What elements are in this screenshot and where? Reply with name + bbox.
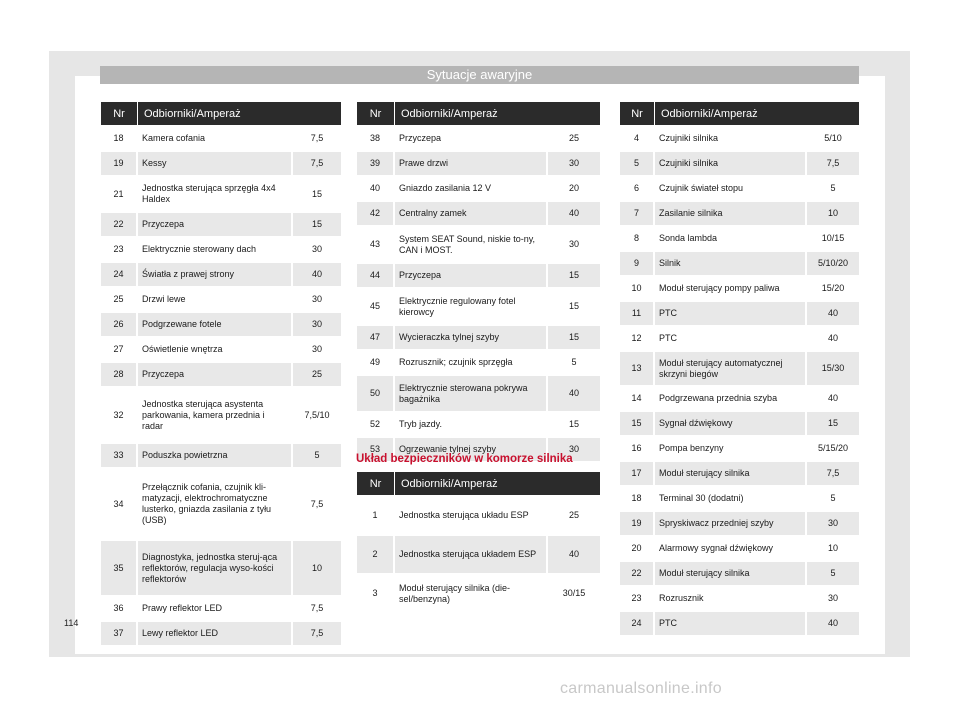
page-title: Sytuacje awaryjne: [100, 66, 859, 84]
fuse-number: 2: [357, 534, 395, 573]
fuse-amperage: 30: [293, 311, 341, 336]
fuse-table-left: [101, 102, 341, 645]
fuse-number: 9: [620, 250, 655, 275]
table-row: [101, 175, 341, 211]
table-row: [357, 125, 600, 150]
fuse-number: 17: [620, 460, 655, 485]
fuse-number: 4: [620, 125, 655, 150]
table-row: [357, 374, 600, 411]
fuse-number: 10: [620, 275, 655, 300]
table-row: [357, 573, 600, 612]
fuse-amperage: 15: [807, 410, 859, 435]
fuse-description: Światła z prawej strony: [138, 261, 293, 286]
fuse-number: 23: [101, 236, 138, 261]
fuse-amperage: 15: [293, 175, 341, 211]
fuse-description: Ogrzewanie tylnej szyby: [395, 436, 548, 461]
column-header-nr: Nr: [620, 102, 655, 125]
fuse-description: Oświetlenie wnętrza: [138, 336, 293, 361]
fuse-description: Prawy reflektor LED: [138, 595, 293, 620]
fuse-description: Jednostka sterująca sprzęgła 4x4 Haldex: [138, 175, 293, 211]
fuse-description: Przyczepa: [138, 211, 293, 236]
table-row: [620, 510, 859, 535]
table-row: [620, 560, 859, 585]
table-row: [101, 361, 341, 386]
fuse-description: Czujniki silnika: [655, 125, 807, 150]
table-row: [357, 287, 600, 324]
watermark: carmanualsonline.info: [560, 680, 722, 697]
fuse-description: Elektrycznie regulowany fotel kierowcy: [395, 287, 548, 324]
table-row: [101, 286, 341, 311]
fuse-description: Podgrzewane fotele: [138, 311, 293, 336]
table-row: [101, 595, 341, 620]
fuse-description: Sonda lambda: [655, 225, 807, 250]
fuse-number: 32: [101, 386, 138, 442]
fuse-amperage: 40: [293, 261, 341, 286]
fuse-number: 21: [101, 175, 138, 211]
fuse-description: Lewy reflektor LED: [138, 620, 293, 645]
fuse-number: 39: [357, 150, 395, 175]
table-row: [101, 311, 341, 336]
fuse-number: 50: [357, 374, 395, 411]
fuse-number: 20: [620, 535, 655, 560]
table-row: [357, 495, 600, 534]
fuse-number: 12: [620, 325, 655, 350]
fuse-description: Czujnik świateł stopu: [655, 175, 807, 200]
fuse-amperage: 25: [548, 495, 600, 534]
table-row: [101, 336, 341, 361]
fuse-description: System SEAT Sound, niskie to-ny, CAN i MOST.: [395, 225, 548, 262]
fuse-description: Przełącznik cofania, czujnik kli-matyzacji, elektrochromatyczne lusterko, gniazda zasilania z tyłu (USB): [138, 467, 293, 539]
fuse-amperage: 30/15: [548, 573, 600, 612]
table-row: [101, 386, 341, 442]
column-header-nr: Nr: [101, 102, 138, 125]
fuse-number: 16: [620, 435, 655, 460]
fuse-number: 22: [620, 560, 655, 585]
table-row: [101, 261, 341, 286]
fuse-amperage: 40: [548, 534, 600, 573]
fuse-number: 26: [101, 311, 138, 336]
fuse-description: Jednostka sterująca układu ESP: [395, 495, 548, 534]
fuse-amperage: 15: [548, 324, 600, 349]
table-row: [357, 324, 600, 349]
fuse-amperage: 30: [293, 286, 341, 311]
table-row: [620, 200, 859, 225]
fuse-description: Drzwi lewe: [138, 286, 293, 311]
fuse-description: PTC: [655, 325, 807, 350]
fuse-amperage: 7,5: [293, 467, 341, 539]
page-number: 114: [64, 618, 79, 628]
fuse-number: 25: [101, 286, 138, 311]
fuse-number: 1: [357, 495, 395, 534]
fuse-table-engine: [357, 472, 600, 612]
fuse-amperage: 25: [548, 125, 600, 150]
fuse-number: 11: [620, 300, 655, 325]
table-row: [620, 325, 859, 350]
table-row: [620, 175, 859, 200]
fuse-amperage: 30: [548, 225, 600, 262]
fuse-amperage: 15: [548, 287, 600, 324]
fuse-number: 27: [101, 336, 138, 361]
fuse-description: Moduł sterujący silnika (die-sel/benzyna): [395, 573, 548, 612]
fuse-number: 28: [101, 361, 138, 386]
fuse-amperage: 5/10/20: [807, 250, 859, 275]
table-row: [620, 485, 859, 510]
fuse-number: 8: [620, 225, 655, 250]
table-row: [620, 125, 859, 150]
table-row: [620, 435, 859, 460]
fuse-number: 24: [620, 610, 655, 635]
fuse-amperage: 25: [293, 361, 341, 386]
table-row: [357, 534, 600, 573]
fuse-number: 52: [357, 411, 395, 436]
fuse-description: Moduł sterujący silnika: [655, 560, 807, 585]
fuse-description: Terminal 30 (dodatni): [655, 485, 807, 510]
table-row: [101, 467, 341, 539]
fuse-amperage: 10: [807, 200, 859, 225]
table-row: [620, 385, 859, 410]
fuse-amperage: 15: [293, 211, 341, 236]
table-row: [357, 262, 600, 287]
fuse-amperage: 40: [807, 610, 859, 635]
table-row: [357, 411, 600, 436]
fuse-description: Moduł sterujący silnika: [655, 460, 807, 485]
table-row: [620, 460, 859, 485]
table-row: [357, 150, 600, 175]
fuse-amperage: 15: [548, 262, 600, 287]
fuse-amperage: 30: [548, 436, 600, 461]
fuse-description: Wycieraczka tylnej szyby: [395, 324, 548, 349]
fuse-number: 34: [101, 467, 138, 539]
fuse-table-right: [620, 102, 859, 635]
fuse-description: Elektrycznie sterowana pokrywa bagażnika: [395, 374, 548, 411]
fuse-amperage: 40: [807, 385, 859, 410]
column-header-nr: Nr: [357, 102, 395, 125]
fuse-number: 7: [620, 200, 655, 225]
fuse-amperage: 40: [807, 325, 859, 350]
table-row: [357, 200, 600, 225]
column-header-nr: Nr: [357, 472, 395, 495]
fuse-number: 18: [620, 485, 655, 510]
fuse-number: 35: [101, 539, 138, 595]
fuse-description: Moduł sterujący automatycznej skrzyni biegów: [655, 350, 807, 385]
fuse-amperage: 20: [548, 175, 600, 200]
fuse-number: 33: [101, 442, 138, 467]
fuse-amperage: 7,5: [293, 150, 341, 175]
fuse-number: 45: [357, 287, 395, 324]
fuse-number: 49: [357, 349, 395, 374]
table-row: [357, 349, 600, 374]
fuse-description: Pompa benzyny: [655, 435, 807, 460]
fuse-number: 40: [357, 175, 395, 200]
fuse-number: 47: [357, 324, 395, 349]
fuse-amperage: 5: [807, 175, 859, 200]
fuse-description: Przyczepa: [395, 262, 548, 287]
fuse-number: 13: [620, 350, 655, 385]
table-row: [620, 275, 859, 300]
fuse-amperage: 5: [293, 442, 341, 467]
fuse-description: Przyczepa: [138, 361, 293, 386]
fuse-description: Podgrzewana przednia szyba: [655, 385, 807, 410]
fuse-amperage: 15/30: [807, 350, 859, 385]
table-row: [620, 610, 859, 635]
fuse-description: Tryb jazdy.: [395, 411, 548, 436]
fuse-description: Jednostka sterująca asystenta parkowania, kamera przednia i radar: [138, 386, 293, 442]
fuse-number: 37: [101, 620, 138, 645]
fuse-amperage: 7,5: [293, 595, 341, 620]
fuse-amperage: 10: [293, 539, 341, 595]
fuse-number: 22: [101, 211, 138, 236]
table-row: [357, 225, 600, 262]
fuse-number: 15: [620, 410, 655, 435]
table-row: [620, 300, 859, 325]
fuse-number: 3: [357, 573, 395, 612]
fuse-description: Rozrusznik; czujnik sprzęgła: [395, 349, 548, 374]
fuse-number: 42: [357, 200, 395, 225]
fuse-number: 53: [357, 436, 395, 461]
table-row: [101, 620, 341, 645]
fuse-description: Jednostka sterująca układem ESP: [395, 534, 548, 573]
fuse-amperage: 30: [807, 585, 859, 610]
fuse-amperage: 5/10: [807, 125, 859, 150]
fuse-amperage: 30: [293, 336, 341, 361]
fuse-amperage: 7,5: [807, 460, 859, 485]
table-row: [620, 585, 859, 610]
column-header-receiver: Odbiorniki/Amperaż: [395, 472, 600, 495]
fuse-description: Prawe drzwi: [395, 150, 548, 175]
fuse-description: PTC: [655, 300, 807, 325]
table-row: [101, 236, 341, 261]
fuse-amperage: 5/15/20: [807, 435, 859, 460]
fuse-description: Czujniki silnika: [655, 150, 807, 175]
fuse-number: 19: [620, 510, 655, 535]
fuse-amperage: 30: [548, 150, 600, 175]
fuse-amperage: 5: [807, 485, 859, 510]
fuse-description: Silnik: [655, 250, 807, 275]
column-header-receiver: Odbiorniki/Amperaż: [138, 102, 341, 125]
fuse-amperage: 40: [548, 200, 600, 225]
engine-fuse-section-title: Układ bezpieczników w komorze silnika: [356, 453, 573, 465]
fuse-amperage: 15: [548, 411, 600, 436]
table-row: [101, 539, 341, 595]
table-row: [357, 175, 600, 200]
fuse-description: Moduł sterujący pompy paliwa: [655, 275, 807, 300]
fuse-number: 36: [101, 595, 138, 620]
fuse-amperage: 30: [807, 510, 859, 535]
fuse-number: 44: [357, 262, 395, 287]
fuse-description: Spryskiwacz przedniej szyby: [655, 510, 807, 535]
fuse-amperage: 30: [293, 236, 341, 261]
fuse-number: 5: [620, 150, 655, 175]
fuse-description: Centralny zamek: [395, 200, 548, 225]
fuse-description: Zasilanie silnika: [655, 200, 807, 225]
fuse-number: 6: [620, 175, 655, 200]
fuse-number: 23: [620, 585, 655, 610]
table-row: [620, 225, 859, 250]
fuse-description: Poduszka powietrzna: [138, 442, 293, 467]
fuse-amperage: 5: [807, 560, 859, 585]
fuse-description: Rozrusznik: [655, 585, 807, 610]
fuse-number: 19: [101, 150, 138, 175]
fuse-description: Kessy: [138, 150, 293, 175]
fuse-description: Przyczepa: [395, 125, 548, 150]
fuse-amperage: 7,5: [293, 125, 341, 150]
fuse-description: Alarmowy sygnał dźwiękowy: [655, 535, 807, 560]
table-row: [101, 150, 341, 175]
fuse-description: PTC: [655, 610, 807, 635]
column-header-receiver: Odbiorniki/Amperaż: [655, 102, 859, 125]
fuse-amperage: 40: [807, 300, 859, 325]
fuse-description: Gniazdo zasilania 12 V: [395, 175, 548, 200]
fuse-number: 18: [101, 125, 138, 150]
fuse-table-middle: [357, 102, 600, 461]
fuse-amperage: 40: [548, 374, 600, 411]
table-row: [620, 410, 859, 435]
table-row: [620, 150, 859, 175]
fuse-description: Elektrycznie sterowany dach: [138, 236, 293, 261]
table-row: [620, 350, 859, 385]
table-row: [620, 535, 859, 560]
fuse-amperage: 10/15: [807, 225, 859, 250]
fuse-amperage: 5: [548, 349, 600, 374]
fuse-number: 38: [357, 125, 395, 150]
fuse-description: Kamera cofania: [138, 125, 293, 150]
table-row: [101, 125, 341, 150]
fuse-number: 14: [620, 385, 655, 410]
fuse-amperage: 15/20: [807, 275, 859, 300]
fuse-number: 43: [357, 225, 395, 262]
fuse-amperage: 7,5/10: [293, 386, 341, 442]
column-header-receiver: Odbiorniki/Amperaż: [395, 102, 600, 125]
fuse-amperage: 10: [807, 535, 859, 560]
table-row: [101, 442, 341, 467]
fuse-description: Sygnał dźwiękowy: [655, 410, 807, 435]
fuse-amperage: 7,5: [293, 620, 341, 645]
fuse-number: 24: [101, 261, 138, 286]
table-row: [101, 211, 341, 236]
fuse-description: Diagnostyka, jednostka steruj-ąca reflektorów, regulacja wyso-kości reflektorów: [138, 539, 293, 595]
fuse-amperage: 7,5: [807, 150, 859, 175]
table-row: [620, 250, 859, 275]
